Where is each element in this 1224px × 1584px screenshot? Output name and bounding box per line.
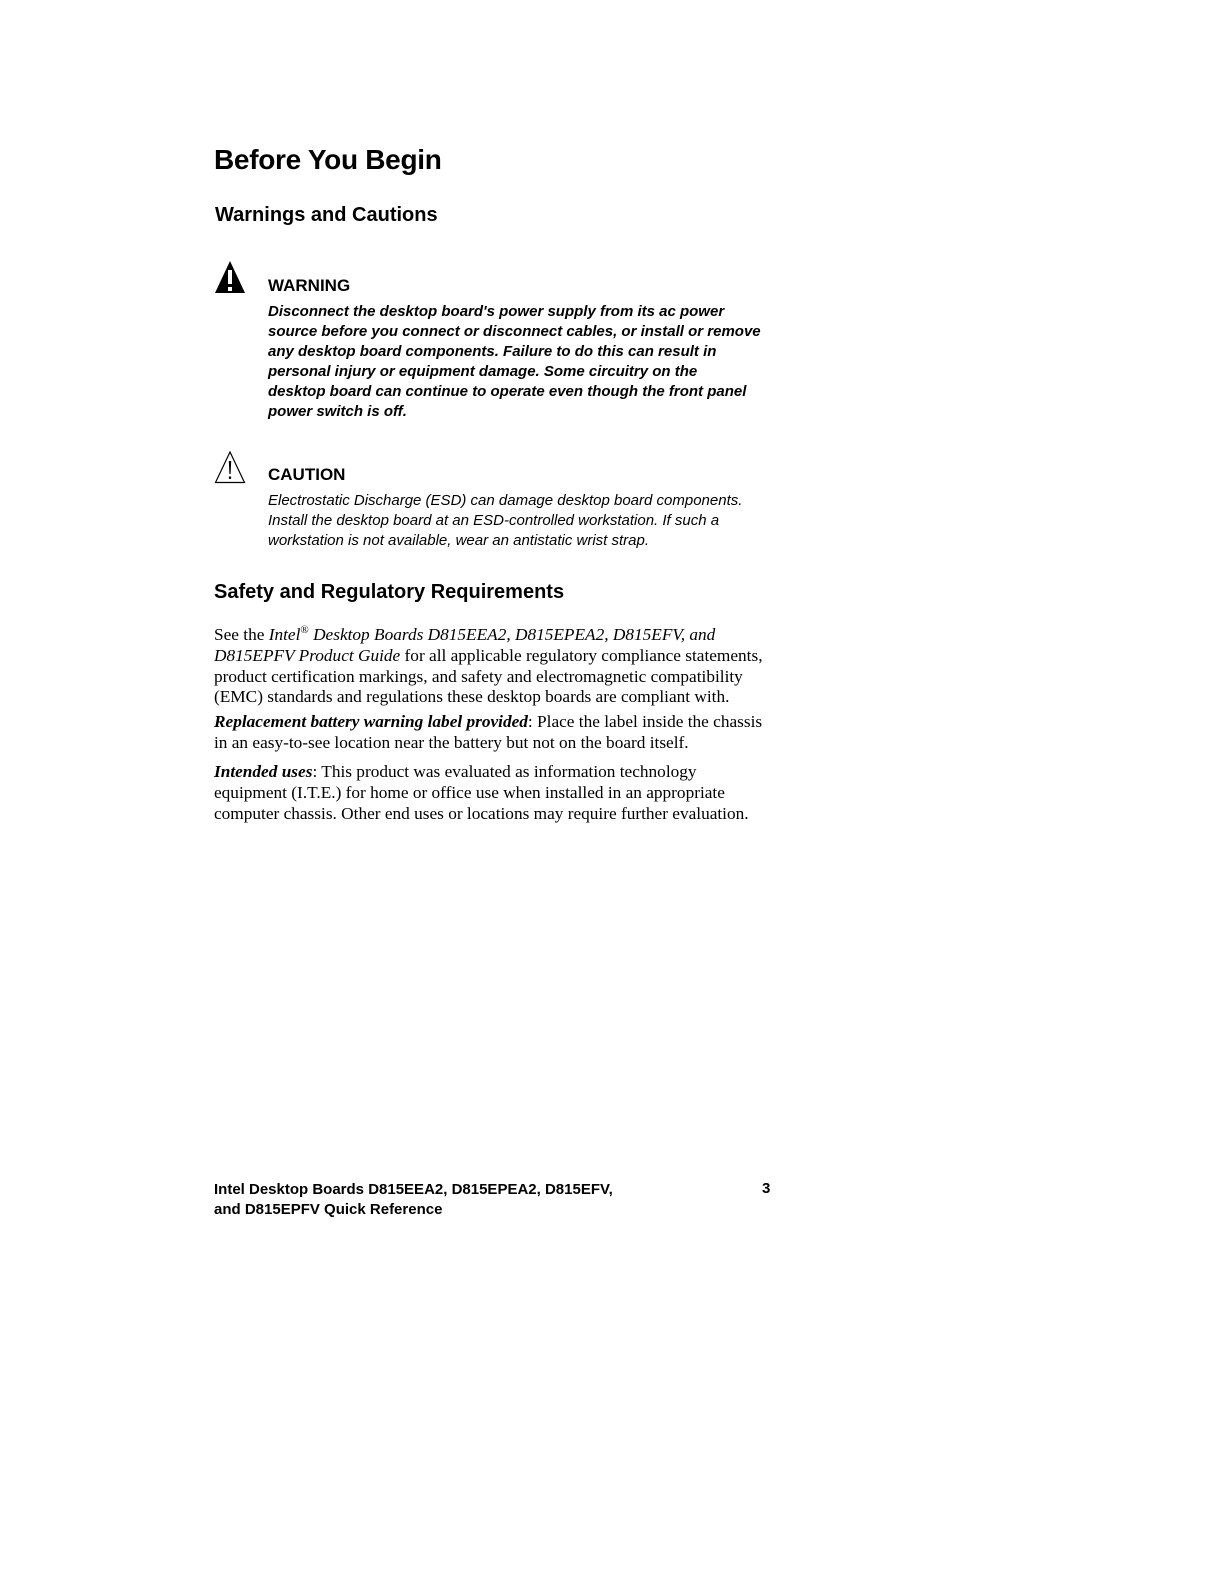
warning-heading: WARNING xyxy=(268,276,351,295)
uses-label: Intended uses xyxy=(214,762,313,781)
battery-line: in an easy-to-see location near the battery but not on the board itself. xyxy=(214,732,689,752)
guide-title-part1: Desktop Boards D815EEA2, D815EPEA2, D815EFV, and xyxy=(308,624,716,644)
guide-line xyxy=(214,620,794,646)
battery-line xyxy=(214,712,794,733)
page-title: Before You Begin xyxy=(214,144,442,175)
registered-mark: ® xyxy=(300,624,309,636)
caution-outline-triangle-icon xyxy=(214,450,246,484)
page-number: 3 xyxy=(762,1180,771,1197)
warning-line: desktop board can continue to operate even though the front panel xyxy=(268,382,747,400)
warning-line: any desktop board components. Failure to do this can result in xyxy=(268,342,717,360)
battery-label: Replacement battery warning label provided xyxy=(214,712,528,731)
guide-line: (EMC) standards and regulations these desktop boards are compliant with. xyxy=(214,687,730,707)
guide-brand: Intel xyxy=(268,624,301,644)
caution-heading: CAUTION xyxy=(268,465,346,484)
section-heading-warnings: Warnings and Cautions xyxy=(215,204,438,226)
guide-line: product certification markings, and safety and electromagnetic compatibility xyxy=(214,666,743,686)
uses-colon: : xyxy=(312,762,318,781)
caution-line: Install the desktop board at an ESD-controlled workstation. If such a xyxy=(268,511,720,529)
footer-document-title xyxy=(214,1180,613,1220)
guide-prefix: See the xyxy=(214,624,269,644)
guide-after-title: for all applicable regulatory compliance statements, xyxy=(400,645,763,665)
warning-line: power switch is off. xyxy=(268,402,407,420)
guide-title-part2: D815EPFV Product Guide xyxy=(214,645,401,665)
uses-line1-text: This product was evaluated as information technology xyxy=(317,762,697,781)
battery-paragraph xyxy=(214,712,794,754)
warning-line: Disconnect the desktop board's power supply from its ac power xyxy=(268,303,725,320)
uses-line: equipment (I.T.E.) for home or office use when installed in an appropriate xyxy=(214,782,725,802)
battery-colon: : xyxy=(527,712,533,731)
warning-filled-triangle-icon xyxy=(214,260,246,294)
warning-text xyxy=(268,302,808,421)
guide-paragraph xyxy=(214,620,794,708)
battery-line1-text: Place the label inside the chassis xyxy=(532,712,763,731)
section-heading-safety: Safety and Regulatory Requirements xyxy=(214,581,565,603)
guide-line xyxy=(214,646,794,667)
uses-line xyxy=(214,762,794,783)
footer-line: and D815EPFV Quick Reference xyxy=(214,1201,443,1218)
caution-line: Electrostatic Discharge (ESD) can damage desktop board components. xyxy=(268,492,743,509)
caution-line: workstation is not available, wear an antistatic wrist strap. xyxy=(268,531,649,549)
warning-line: personal injury or equipment damage. Some circuitry on the xyxy=(268,362,698,380)
intended-uses-paragraph xyxy=(214,762,794,825)
warning-line: source before you connect or disconnect cables, or install or remove xyxy=(268,322,761,340)
caution-text xyxy=(268,491,808,551)
footer-line: Intel Desktop Boards D815EEA2, D815EPEA2, D815EFV, xyxy=(214,1181,613,1198)
uses-line: computer chassis. Other end uses or locations may require further evaluation. xyxy=(214,803,749,823)
